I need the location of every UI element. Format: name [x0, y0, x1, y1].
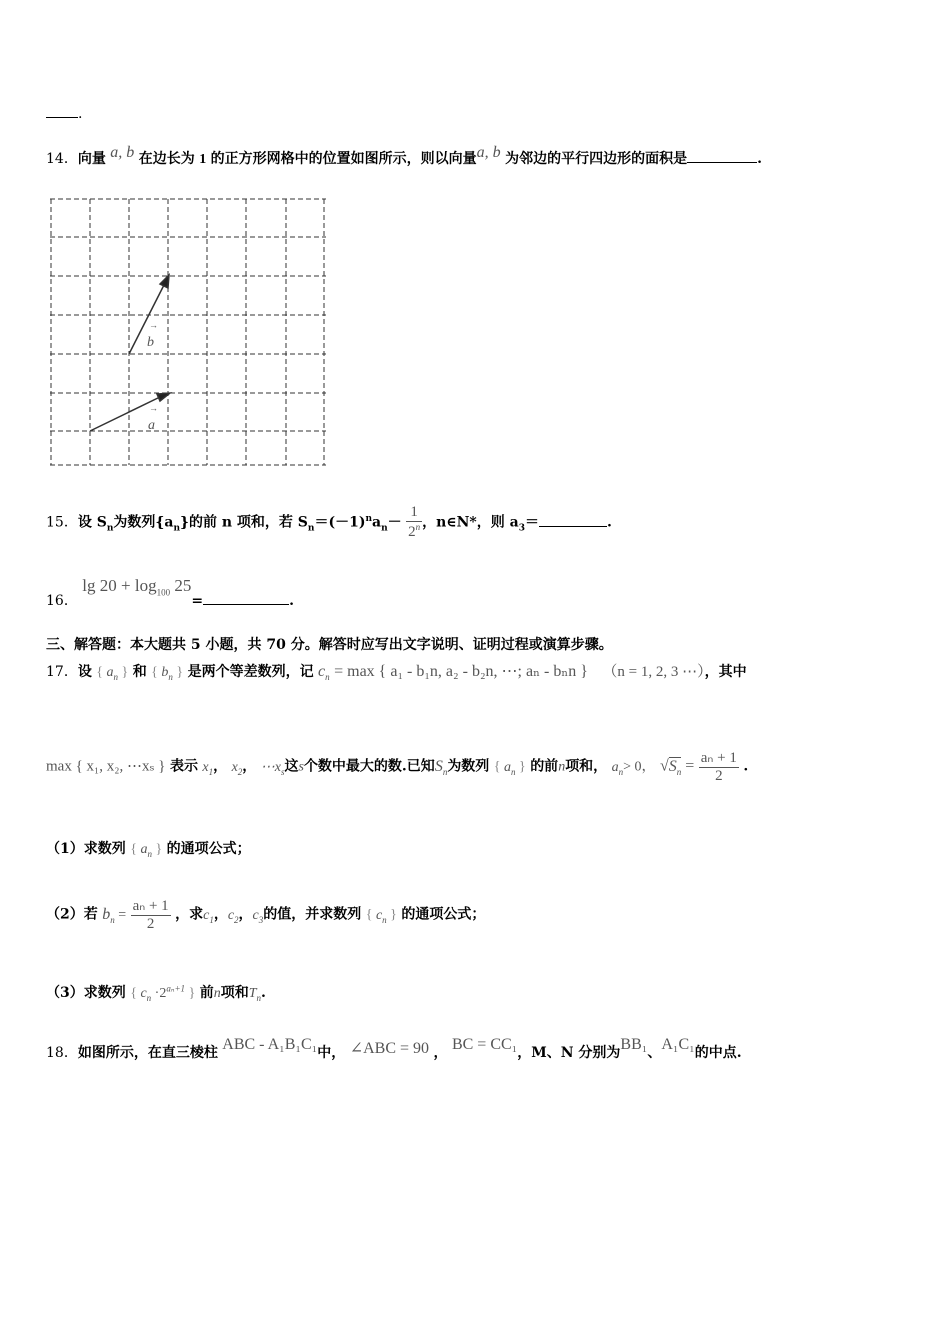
vector-b-arrow-mark: →: [149, 320, 158, 330]
vector-a-arrow-mark: →: [149, 403, 158, 413]
vector-grid-figure: [48, 196, 330, 470]
question-number: 15．: [46, 514, 78, 531]
question-number: 14．: [46, 151, 78, 167]
answer-blank: [46, 104, 78, 118]
question-number: 18．: [46, 1045, 78, 1061]
q17-part-3: （3）求数列 { $c_n \cdot 2^{a_n+1}$ } 前n项和$T_n$.: [46, 983, 266, 1003]
answer-blank: [539, 513, 607, 527]
vector-b-arrowhead: [160, 275, 169, 288]
question-17: 17．设 { $a_n$ } 和 { $b_n$ } 是两个等差数列，记 $c_n = \max$ { a₁ - b₁n, a₂ - b₂n, ⋯; aₙ - bₙn } （n = 1, 2, 3 ⋯），其中: [46, 663, 747, 683]
log-expression: $\lg 20 + \log_{100} 25$: [82, 576, 192, 598]
q17-definition-line: max { x₁, x₂, ⋯xₛ } 表示 $x_1$， $x_2$， $\cdots x_s$这s个数中最大的数.已知$S_n$为数列 { $a_n$ } 的前n项和， $a_n> 0$， $√S_n$ = $\frac{\text{aₙ + 1}}{2}$ .: [46, 750, 749, 784]
vector-ab: a, b: [476, 144, 501, 161]
answer-blank: [203, 591, 289, 605]
vector-b-label: b: [147, 335, 154, 350]
question-number: 17．: [46, 664, 78, 680]
prev-question-tail: .: [46, 104, 82, 122]
q17-part-1: （1）求数列 { $a_n$ } 的通项公式；: [46, 841, 251, 859]
q17-part-2: （2）若 $b_n$ = $\frac{\text{aₙ + 1}}{2}$ ，求$c_1$，$c_2$，$c_3$的值，并求数列 { $c_n$ } 的通项公式；: [46, 898, 486, 932]
question-14: 14．向量 a, b 在边长为 1 的正方形网格中的位置如图所示，则以向量a, b 为邻边的平行四边形的面积是 .: [46, 144, 762, 167]
grid-lines: [50, 199, 326, 465]
fraction-1-over-2n: $\frac{1}{2^n}$: [408, 504, 421, 540]
vector-a-label: a: [148, 418, 155, 433]
answer-blank: [687, 149, 757, 163]
question-16: 16． $\lg 20 + \log_{100} 25=$ .: [46, 576, 294, 609]
question-15: 15．设 $S_n$为数列$\{a_n\}$的前 n 项和，若 $S_n=(-1)^na_n-$ $\frac{1}{2^n}$ ，n∈N*，则 $a_3=$ .: [46, 504, 612, 540]
vector-ab: a, b: [110, 144, 135, 161]
question-18: 18．如图所示，在直三棱柱 ABC - A₁B₁C₁中， ∠ABC = 90 ， BC = CC₁，M、N 分别为BB₁、A₁C₁的中点.: [46, 1036, 742, 1061]
c-definition: = max { a₁ - b₁n, a₂ - b₂n, ⋯; aₙ - bₙn }: [334, 663, 588, 680]
question-number: 16．: [46, 593, 78, 609]
section-3-heading: 三、解答题：本大题共 5 小题，共 70 分。解答时应写出文字说明、证明过程或演算步骤。: [46, 637, 613, 653]
